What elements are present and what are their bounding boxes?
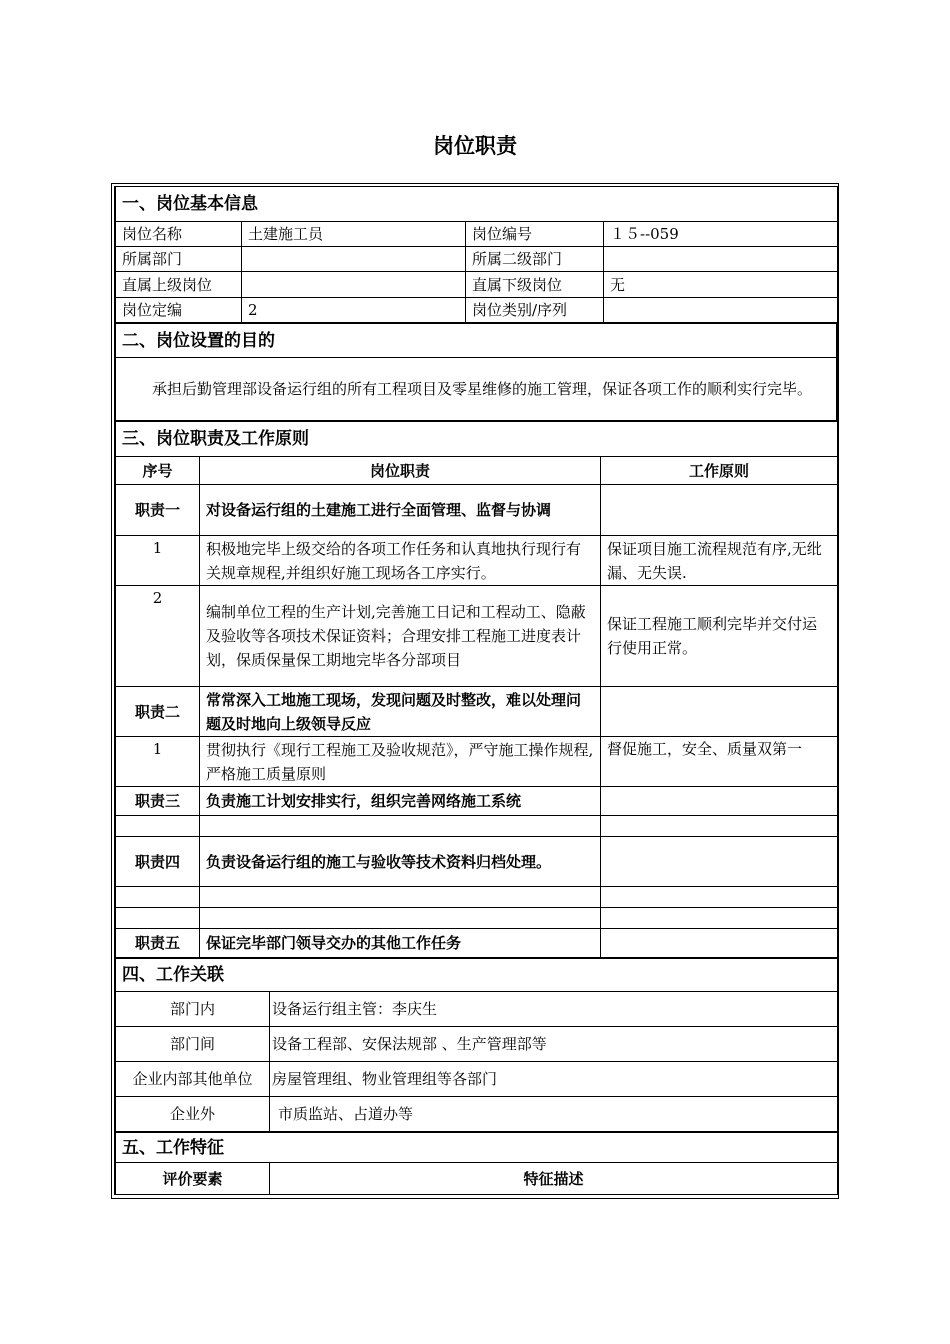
duties-table — [115, 421, 838, 958]
relation-value: 房屋管理组、物业管理组等各部门 — [270, 1062, 838, 1097]
column-header-element: 评价要素 — [116, 1163, 270, 1195]
duty-principle — [601, 929, 838, 958]
field-label: 直属上级岗位 — [116, 272, 242, 298]
duty-text: 负责设备运行组的施工与验收等技术资料归档处理。 — [200, 837, 601, 887]
duty-text — [200, 887, 601, 908]
duty-text: 贯彻执行《现行工程施工及验收规范》，严守施工操作规程,严格施工质量原则 — [200, 737, 601, 787]
field-label: 所属二级部门 — [466, 247, 604, 272]
duty-principle — [601, 787, 838, 816]
field-label: 岗位定编 — [116, 298, 242, 323]
field-value: 2 — [242, 298, 466, 323]
page-title: 岗位职责 — [433, 134, 517, 158]
relation-value: 设备工程部、安保法规部 、生产管理部等 — [270, 1027, 838, 1062]
duty-number — [116, 816, 200, 837]
field-value — [242, 272, 466, 298]
duty-principle: 督促施工，安全、质量双第一 — [601, 737, 838, 787]
duty-principle — [601, 887, 838, 908]
duty-number: 1 — [116, 536, 200, 586]
duty-text: 积极地完毕上级交给的各项工作任务和认真地执行现行有关规章规程,并组织好施工现场各工序实行。 — [200, 536, 601, 586]
section-heading-purpose: 二、岗位设置的目的 — [116, 324, 837, 358]
duty-text: 常常深入工地施工现场，发现问题及时整改，难以处理问题及时地向上级领导反应 — [200, 687, 601, 737]
duty-number — [116, 887, 200, 908]
duty-principle — [601, 816, 838, 837]
duty-principle — [601, 485, 838, 536]
characteristics-table — [115, 1132, 838, 1195]
purpose-table — [115, 323, 837, 421]
relation-value: 设备运行组主管：李庆生 — [270, 992, 838, 1027]
duty-number: 职责五 — [116, 929, 200, 958]
field-value — [242, 247, 466, 272]
column-header-description: 特征描述 — [270, 1163, 838, 1195]
relations-table — [115, 958, 838, 1132]
duty-principle — [601, 687, 838, 737]
relation-value: 市质监站、占道办等 — [270, 1097, 838, 1132]
duty-principle — [601, 908, 838, 929]
duty-text: 编制单位工程的生产计划,完善施工日记和工程动工、隐蔽及验收等各项技术保证资料；合理安排工程施工进度表计划，保质保量保工期地完毕各分部项目 — [200, 586, 601, 687]
duty-principle — [601, 837, 838, 887]
field-label: 所属部门 — [116, 247, 242, 272]
section-heading-duties: 三、岗位职责及工作原则 — [116, 422, 838, 457]
field-label: 岗位名称 — [116, 222, 242, 247]
column-header-duty: 岗位职责 — [200, 457, 601, 485]
section-heading-basic-info: 一、岗位基本信息 — [116, 187, 838, 222]
duty-number: 2 — [116, 586, 200, 687]
relation-label: 部门间 — [116, 1027, 270, 1062]
duty-principle: 保证工程施工顺利完毕并交付运行使用正常。 — [601, 586, 838, 687]
job-description-form — [114, 186, 838, 1195]
duty-text — [200, 816, 601, 837]
purpose-text: 承担后勤管理部设备运行组的所有工程项目及零星维修的施工管理，保证各项工作的顺利实行完毕。 — [116, 358, 837, 421]
duty-number: 职责二 — [116, 687, 200, 737]
field-value — [604, 298, 838, 323]
column-header-number: 序号 — [116, 457, 200, 485]
duty-text — [200, 908, 601, 929]
duty-number: 职责一 — [116, 485, 200, 536]
duty-number: 1 — [116, 737, 200, 787]
duty-text: 负责施工计划安排实行，组织完善网络施工系统 — [200, 787, 601, 816]
relation-label: 部门内 — [116, 992, 270, 1027]
field-label: 岗位类别/序列 — [466, 298, 604, 323]
duty-text: 保证完毕部门领导交办的其他工作任务 — [200, 929, 601, 958]
relation-label: 企业内部其他单位 — [116, 1062, 270, 1097]
field-value: １５--059 — [604, 222, 838, 247]
duty-principle: 保证项目施工流程规范有序,无纰漏、无失误. — [601, 536, 838, 586]
field-value — [604, 247, 838, 272]
section-heading-characteristics: 五、工作特征 — [116, 1133, 838, 1163]
column-header-principle: 工作原则 — [601, 457, 838, 485]
basic-info-table — [115, 186, 838, 323]
field-label: 岗位编号 — [466, 222, 604, 247]
duty-number: 职责四 — [116, 837, 200, 887]
field-value: 土建施工员 — [242, 222, 466, 247]
field-value: 无 — [604, 272, 838, 298]
duty-number — [116, 908, 200, 929]
relation-label: 企业外 — [116, 1097, 270, 1132]
duty-number: 职责三 — [116, 787, 200, 816]
duty-text: 对设备运行组的土建施工进行全面管理、监督与协调 — [200, 485, 601, 536]
field-label: 直属下级岗位 — [466, 272, 604, 298]
section-heading-relations: 四、工作关联 — [116, 959, 838, 992]
